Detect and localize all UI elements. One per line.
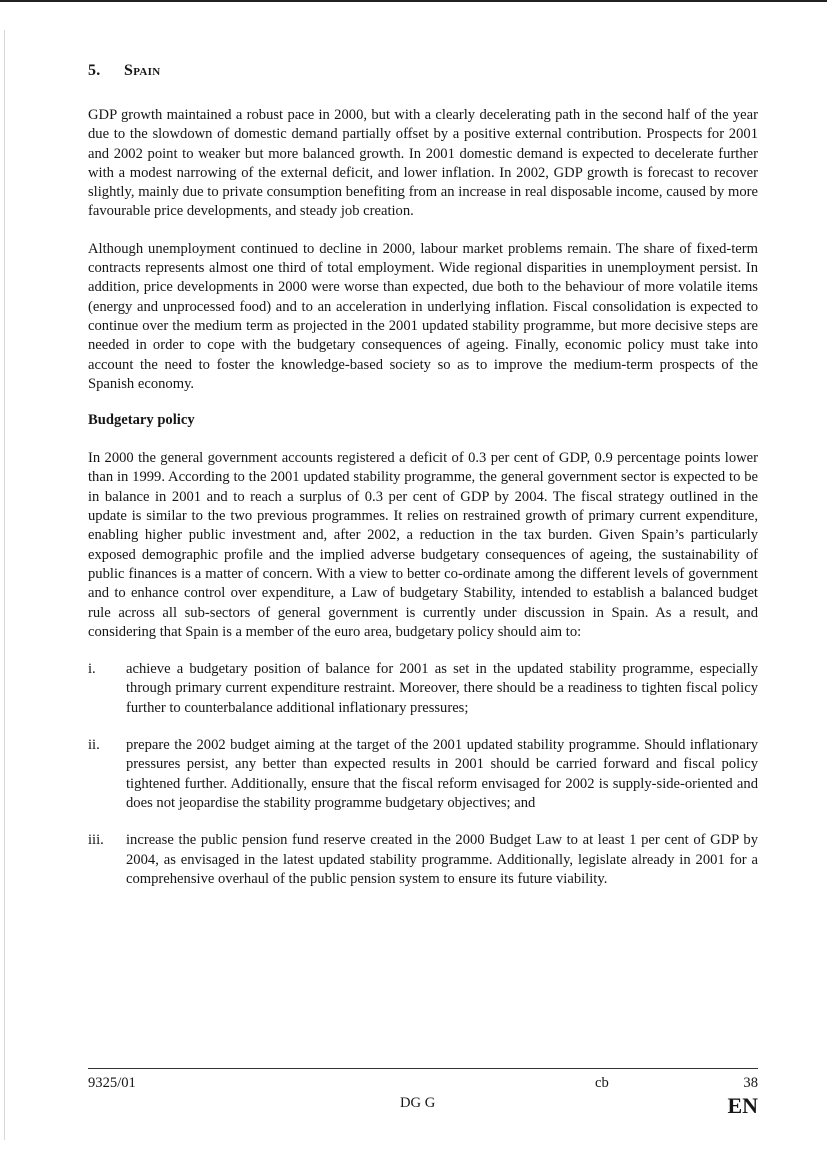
- section-title: Spain: [124, 62, 161, 79]
- paragraph-growth: GDP growth maintained a robust pace in 2000, but with a clearly decelerating path in the second half of the year due to the slowdown of domestic demand partially offset by a positive external contribution. Prospects for 2001 and 2002 point to weaker but more balanced growth. In 2001 domestic demand is expected to decelerate further with a modest narrowing of the external deficit, and lower inflation. In 2002, GDP growth is forecast to recover slightly, mainly due to private consumption benefiting from an increase in real disposable income, caused by more favourable price developments, and steady job creation.: [88, 107, 758, 220]
- footer-directorate: DG G: [400, 1095, 436, 1111]
- document-page: [88, 62, 758, 907]
- page-footer: [88, 1068, 758, 1118]
- footer-page-number: 38: [743, 1075, 758, 1091]
- subheading-budgetary-policy: Budgetary policy: [88, 412, 195, 429]
- list-item: [88, 736, 758, 813]
- policy-list: [88, 660, 758, 889]
- list-marker: ii.: [88, 737, 100, 754]
- section-number: 5.: [88, 62, 101, 79]
- list-item: [88, 660, 758, 718]
- footer-initials: cb: [595, 1075, 609, 1091]
- list-marker: iii.: [88, 832, 104, 849]
- list-item-text: prepare the 2002 budget aiming at the target of the 2001 updated stability programme. Should inflationary pressures persist, any better than expected results in 2001 should be carried forward and fiscal policy tightened further. Additionally, ensure that the fiscal reform envisaged for 2002 is supply-side-oriented and does not jeopardise the stability programme budgetary objectives; and: [126, 737, 758, 811]
- list-item-text: increase the public pension fund reserve created in the 2000 Budget Law to at least 1 per cent of GDP by 2004, as envisaged in the latest updated stability programme. Additionally, legislate already in 2001 for a comprehensive overhaul of the public pension system to ensure its future viability.: [126, 832, 758, 887]
- scan-left-edge: [4, 30, 5, 1140]
- section-heading: [88, 62, 758, 80]
- top-border-line: [0, 0, 827, 2]
- list-marker: i.: [88, 661, 96, 678]
- list-item: [88, 831, 758, 889]
- footer-language: EN: [727, 1093, 758, 1118]
- paragraph-budget: In 2000 the general government accounts registered a deficit of 0.3 per cent of GDP, 0.9 percentage points lower than in 1999. According to the 2001 updated stability programme, the general government sector is expected to be in balance in 2001 and to reach a surplus of 0.3 per cent of GDP by 2004. The fiscal strategy outlined in the update is similar to the two previous programmes. It relies on restrained growth of primary current expenditure, enabling higher public investment and, after 2002, a reduction in the tax burden. Given Spain’s particularly exposed demographic profile and the implied adverse budgetary consequences of ageing, the sustainability of public finances is a matter of concern. With a view to better co-ordinate among the different levels of government and to enhance control over expenditure, a Law of budgetary Stability, intended to establish a balanced budget rule across all sub-sectors of general government is currently under discussion in Spain. As a result, and considering that Spain is a member of the euro area, budgetary policy should aim to:: [88, 450, 758, 640]
- paragraph-labour: Although unemployment continued to decline in 2000, labour market problems remain. The share of fixed-term contracts represents almost one third of total employment. Wide regional disparities in unemployment persist. In addition, price developments in 2000 were worse than expected, due both to the behaviour of more volatile items (energy and unprocessed food) and to an acceleration in underlying inflation. Fiscal consolidation is expected to continue over the medium term as projected in the 2001 updated stability programme, but more decisive steps are needed in order to cope with the budgetary consequences of ageing. Finally, economic policy must take into account the need to foster the knowledge-based society so as to improve the medium-term prospects of the Spanish economy.: [88, 240, 758, 392]
- list-item-text: achieve a budgetary position of balance for 2001 as set in the updated stability programme, especially through primary current expenditure restraint. Moreover, there should be a readiness to tighten fiscal policy further to counterbalance additional inflationary pressures;: [126, 661, 758, 716]
- footer-doc-number: 9325/01: [88, 1075, 136, 1091]
